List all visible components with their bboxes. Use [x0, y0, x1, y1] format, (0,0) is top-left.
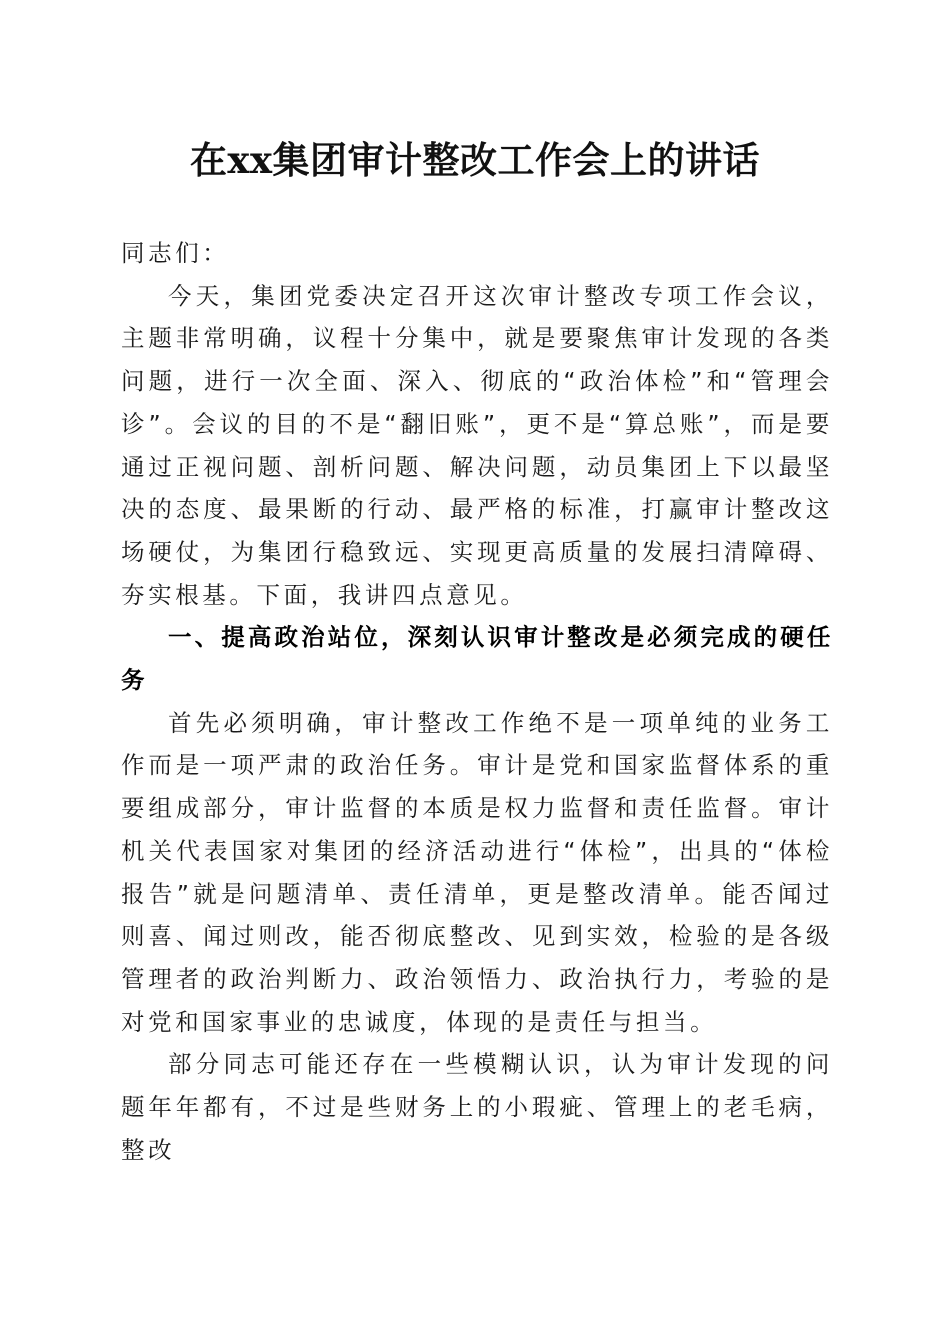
salutation: 同志们： — [121, 239, 230, 267]
paragraph-misconceptions: 部分同志可能还存在一些模糊认识，认为审计发现的问题年年都有，不过是些财务上的小瑕疵、管理上的老毛病，整改 — [121, 1050, 833, 1164]
paragraph-political-task: 首先必须明确，审计整改工作绝不是一项单纯的业务工作而是一项严肃的政治任务。审计是党和国家监督体系的重要组成部分，审计监督的本质是权力监督和责任监督。审计机关代表国家对集团的经济活动进行“体检”，出具的“体检报告”就是问题清单、责任清单，更是整改清单。能否闻过则喜、闻过则改，能否彻底整改、见到实效，检验的是各级管理者的政治判断力、政治领悟力、政治执行力，考验的是对党和国家事业的忠诚度，体现的是责任与担当。 — [121, 708, 833, 1036]
section-heading-1: 一、提高政治站位，深刻认识审计整改是必须完成的硬任务 — [121, 623, 833, 695]
document-title: 在xx集团审计整改工作会上的讲话 — [189, 138, 761, 182]
document-body — [121, 232, 833, 1171]
paragraph-intro: 今天，集团党委决定召开这次审计整改专项工作会议，主题非常明确，议程十分集中，就是要聚焦审计发现的各类问题，进行一次全面、深入、彻底的“政治体检”和“管理会诊”。会议的目的不是“翻旧账”，更不是“算总账”，而是要通过正视问题、剖析问题、解决问题，动员集团上下以最坚决的态度、最果断的行动、最严格的标准，打赢审计整改这场硬仗，为集团行稳致远、实现更高质量的发展扫清障碍、夯实根基。下面，我讲四点意见。 — [121, 281, 833, 609]
